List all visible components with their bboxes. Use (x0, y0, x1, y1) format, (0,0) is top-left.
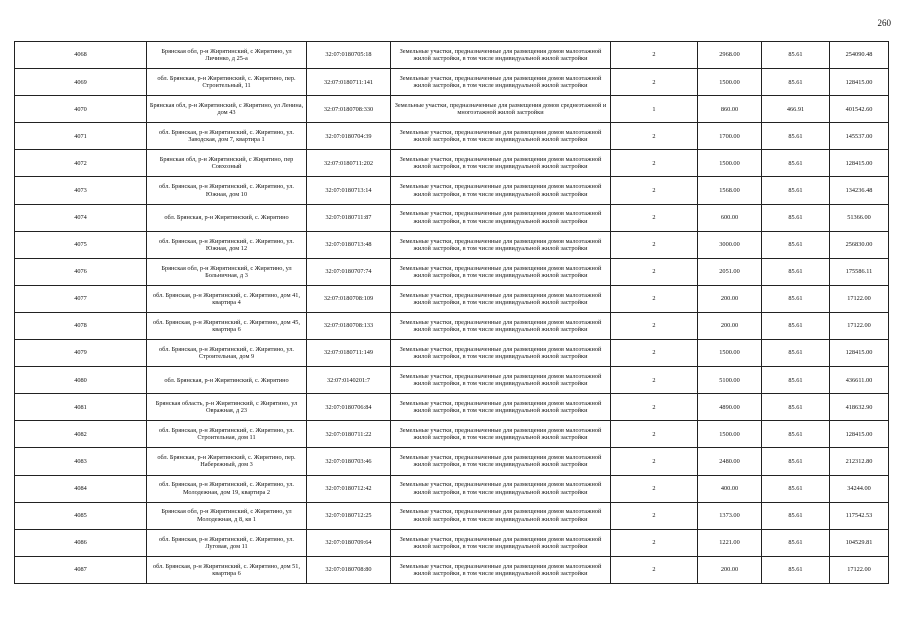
area-cell: 4890.00 (698, 394, 762, 421)
area-cell: 200.00 (698, 556, 762, 583)
cadastral-value-cell: 134236.48 (830, 177, 889, 204)
address-cell: обл. Брянская, р-н Жирятинский, с. Жирятино, ул. Строительная, дом 11 (147, 421, 307, 448)
specific-value-cell: 85.61 (762, 150, 830, 177)
row-number-cell: 4070 (15, 96, 147, 123)
land-use-cell: Земельные участки, предназначенные для размещения домов среднеэтажной и многоэтажной жилой застройки (391, 96, 611, 123)
cadastral-number-cell: 32:07:0180709:64 (307, 529, 391, 556)
group-cell: 2 (611, 285, 698, 312)
row-number-cell: 4068 (15, 42, 147, 69)
group-cell: 2 (611, 340, 698, 367)
group-cell: 2 (611, 258, 698, 285)
cadastral-value-cell: 128415.00 (830, 340, 889, 367)
specific-value-cell: 85.61 (762, 258, 830, 285)
group-cell: 2 (611, 556, 698, 583)
specific-value-cell: 85.61 (762, 204, 830, 231)
area-cell: 1700.00 (698, 123, 762, 150)
cadastral-value-cell: 17122.00 (830, 556, 889, 583)
address-cell: обл. Брянская, р-н Жирятинский, с. Жирятино, дом 51, квартира 6 (147, 556, 307, 583)
area-cell: 1500.00 (698, 69, 762, 96)
cadastral-number-cell: 32:07:0180711:202 (307, 150, 391, 177)
group-cell: 2 (611, 177, 698, 204)
land-use-cell: Земельные участки, предназначенные для размещения домов малоэтажной жилой застройки, в том числе индивидуальной жилой застройки (391, 285, 611, 312)
area-cell: 2968.00 (698, 42, 762, 69)
area-cell: 2480.00 (698, 448, 762, 475)
table-row (15, 204, 889, 231)
table-row (15, 258, 889, 285)
cadastral-number-cell: 32:07:0180711:141 (307, 69, 391, 96)
row-number-cell: 4069 (15, 69, 147, 96)
cadastral-value-cell: 128415.00 (830, 150, 889, 177)
land-use-cell: Земельные участки, предназначенные для размещения домов малоэтажной жилой застройки, в том числе индивидуальной жилой застройки (391, 204, 611, 231)
row-number-cell: 4074 (15, 204, 147, 231)
specific-value-cell: 85.61 (762, 475, 830, 502)
table-row (15, 421, 889, 448)
specific-value-cell: 85.61 (762, 367, 830, 394)
land-use-cell: Земельные участки, предназначенные для размещения домов малоэтажной жилой застройки, в том числе индивидуальной жилой застройки (391, 123, 611, 150)
address-cell: Брянская обл, р-н Жирятинский, с Жирятино, ул Личинко, д 25-а (147, 42, 307, 69)
cadastral-number-cell: 32:07:0180705:18 (307, 42, 391, 69)
group-cell: 2 (611, 502, 698, 529)
land-use-cell: Земельные участки, предназначенные для размещения домов малоэтажной жилой застройки, в том числе индивидуальной жилой застройки (391, 502, 611, 529)
cadastral-value-cell: 418632.90 (830, 394, 889, 421)
group-cell: 2 (611, 421, 698, 448)
area-cell: 3000.00 (698, 231, 762, 258)
group-cell: 2 (611, 529, 698, 556)
area-cell: 1568.00 (698, 177, 762, 204)
specific-value-cell: 85.61 (762, 42, 830, 69)
address-cell: Брянская обл, р-н Жирятинский, с Жирятино, пер Совхозный (147, 150, 307, 177)
group-cell: 2 (611, 448, 698, 475)
cadastral-value-cell: 104529.81 (830, 529, 889, 556)
table-row (15, 556, 889, 583)
cadastral-number-cell: 32:07:0180708:133 (307, 312, 391, 339)
land-use-cell: Земельные участки, предназначенные для размещения домов малоэтажной жилой застройки, в том числе индивидуальной жилой застройки (391, 177, 611, 204)
row-number-cell: 4079 (15, 340, 147, 367)
specific-value-cell: 85.61 (762, 123, 830, 150)
area-cell: 2051.00 (698, 258, 762, 285)
land-use-cell: Земельные участки, предназначенные для размещения домов малоэтажной жилой застройки, в том числе индивидуальной жилой застройки (391, 340, 611, 367)
area-cell: 1500.00 (698, 150, 762, 177)
area-cell: 5100.00 (698, 367, 762, 394)
table-row (15, 394, 889, 421)
group-cell: 2 (611, 69, 698, 96)
register-body (15, 42, 889, 584)
land-use-cell: Земельные участки, предназначенные для размещения домов малоэтажной жилой застройки, в том числе индивидуальной жилой застройки (391, 394, 611, 421)
table-row (15, 285, 889, 312)
cadastral-value-cell: 256830.00 (830, 231, 889, 258)
cadastral-value-cell: 436611.00 (830, 367, 889, 394)
specific-value-cell: 85.61 (762, 231, 830, 258)
row-number-cell: 4076 (15, 258, 147, 285)
cadastral-value-cell: 17122.00 (830, 285, 889, 312)
table-row (15, 177, 889, 204)
cadastral-number-cell: 32:07:0180708:109 (307, 285, 391, 312)
group-cell: 2 (611, 367, 698, 394)
specific-value-cell: 85.61 (762, 340, 830, 367)
cadastral-number-cell: 32:07:0180708:330 (307, 96, 391, 123)
cadastral-value-cell: 128415.00 (830, 421, 889, 448)
address-cell: Брянская обл, р-н Жирятинский, с Жирятино, ул Ленина, дом 43 (147, 96, 307, 123)
cadastral-number-cell: 32:07:0180708:80 (307, 556, 391, 583)
cadastral-value-cell: 117542.53 (830, 502, 889, 529)
cadastral-number-cell: 32:07:0180707:74 (307, 258, 391, 285)
land-use-cell: Земельные участки, предназначенные для размещения домов малоэтажной жилой застройки, в том числе индивидуальной жилой застройки (391, 529, 611, 556)
table-row (15, 96, 889, 123)
area-cell: 860.00 (698, 96, 762, 123)
address-cell: обл. Брянская, р-н Жирятинский, с. Жирятино, дом 45, квартира 6 (147, 312, 307, 339)
table-row (15, 312, 889, 339)
specific-value-cell: 85.61 (762, 421, 830, 448)
specific-value-cell: 85.61 (762, 177, 830, 204)
group-cell: 2 (611, 231, 698, 258)
cadastral-value-cell: 145537.00 (830, 123, 889, 150)
cadastral-value-cell: 401542.60 (830, 96, 889, 123)
table-row (15, 69, 889, 96)
cadastral-number-cell: 32:07:0140201:7 (307, 367, 391, 394)
table-row (15, 340, 889, 367)
area-cell: 1221.00 (698, 529, 762, 556)
address-cell: обл. Брянская, р-н Жирятинский, с. Жирятино, дом 41, квартира 4 (147, 285, 307, 312)
group-cell: 1 (611, 96, 698, 123)
address-cell: обл. Брянская, р-н Жирятинский, с. Жирятино, ул. Луговая, дом 11 (147, 529, 307, 556)
group-cell: 2 (611, 150, 698, 177)
address-cell: обл. Брянская, р-н Жирятинский, с. Жирятино, ул. Заводская, дом 7, квартира 1 (147, 123, 307, 150)
specific-value-cell: 85.61 (762, 285, 830, 312)
row-number-cell: 4080 (15, 367, 147, 394)
row-number-cell: 4071 (15, 123, 147, 150)
row-number-cell: 4078 (15, 312, 147, 339)
row-number-cell: 4082 (15, 421, 147, 448)
table-row (15, 529, 889, 556)
row-number-cell: 4085 (15, 502, 147, 529)
cadastral-number-cell: 32:07:0180706:84 (307, 394, 391, 421)
table-row (15, 150, 889, 177)
row-number-cell: 4072 (15, 150, 147, 177)
address-cell: Брянская обл, р-н Жирятинский, с Жирятино, ул Молодежная, д 8, кв 1 (147, 502, 307, 529)
address-cell: обл. Брянская, р-н Жирятинский, с. Жирятино, ул. Южная, дом 10 (147, 177, 307, 204)
page-number: 260 (877, 18, 891, 28)
cadastral-number-cell: 32:07:0180711:22 (307, 421, 391, 448)
land-use-cell: Земельные участки, предназначенные для размещения домов малоэтажной жилой застройки, в том числе индивидуальной жилой застройки (391, 42, 611, 69)
cadastral-value-cell: 175586.11 (830, 258, 889, 285)
land-use-cell: Земельные участки, предназначенные для размещения домов малоэтажной жилой застройки, в том числе индивидуальной жилой застройки (391, 69, 611, 96)
row-number-cell: 4081 (15, 394, 147, 421)
area-cell: 200.00 (698, 312, 762, 339)
cadastral-number-cell: 32:07:0180713:14 (307, 177, 391, 204)
specific-value-cell: 85.61 (762, 529, 830, 556)
specific-value-cell: 85.61 (762, 394, 830, 421)
area-cell: 1500.00 (698, 421, 762, 448)
group-cell: 2 (611, 475, 698, 502)
table-row (15, 123, 889, 150)
area-cell: 1500.00 (698, 340, 762, 367)
area-cell: 1373.00 (698, 502, 762, 529)
row-number-cell: 4086 (15, 529, 147, 556)
address-cell: обл. Брянская, р-н Жирятинский, с. Жирятино (147, 204, 307, 231)
address-cell: Брянская обл, р-н Жирятинский, с Жирятино, ул Больничная, д 3 (147, 258, 307, 285)
group-cell: 2 (611, 204, 698, 231)
table-row (15, 367, 889, 394)
cadastral-number-cell: 32:07:0180713:48 (307, 231, 391, 258)
table-row (15, 475, 889, 502)
area-cell: 600.00 (698, 204, 762, 231)
address-cell: Брянская область, р-н Жирятинский, с Жирятино, ул Овражная, д 23 (147, 394, 307, 421)
row-number-cell: 4087 (15, 556, 147, 583)
row-number-cell: 4075 (15, 231, 147, 258)
cadastral-number-cell: 32:07:0180703:46 (307, 448, 391, 475)
cadastral-number-cell: 32:07:0180711:87 (307, 204, 391, 231)
group-cell: 2 (611, 394, 698, 421)
land-use-cell: Земельные участки, предназначенные для размещения домов малоэтажной жилой застройки, в том числе индивидуальной жилой застройки (391, 150, 611, 177)
cadastral-value-cell: 254090.48 (830, 42, 889, 69)
table-row (15, 231, 889, 258)
address-cell: обл. Брянская, р-н Жирятинский, с. Жирятино, пер. Строительный, 11 (147, 69, 307, 96)
specific-value-cell: 85.61 (762, 448, 830, 475)
address-cell: обл. Брянская, р-н Жирятинский, с. Жирятино, ул. Строительная, дом 9 (147, 340, 307, 367)
address-cell: обл. Брянская, р-н Жирятинский, с. Жирятино, ул. Молодежная, дом 19, квартира 2 (147, 475, 307, 502)
row-number-cell: 4077 (15, 285, 147, 312)
land-use-cell: Земельные участки, предназначенные для размещения домов малоэтажной жилой застройки, в том числе индивидуальной жилой застройки (391, 475, 611, 502)
cadastral-value-cell: 34244.00 (830, 475, 889, 502)
address-cell: обл. Брянская, р-н Жирятинский, с. Жирятино (147, 367, 307, 394)
specific-value-cell: 85.61 (762, 69, 830, 96)
table-row (15, 42, 889, 69)
group-cell: 2 (611, 42, 698, 69)
row-number-cell: 4083 (15, 448, 147, 475)
row-number-cell: 4073 (15, 177, 147, 204)
land-use-cell: Земельные участки, предназначенные для размещения домов малоэтажной жилой застройки, в том числе индивидуальной жилой застройки (391, 231, 611, 258)
land-use-cell: Земельные участки, предназначенные для размещения домов малоэтажной жилой застройки, в том числе индивидуальной жилой застройки (391, 556, 611, 583)
land-use-cell: Земельные участки, предназначенные для размещения домов малоэтажной жилой застройки, в том числе индивидуальной жилой застройки (391, 367, 611, 394)
specific-value-cell: 85.61 (762, 312, 830, 339)
cadastral-value-cell: 17122.00 (830, 312, 889, 339)
cadastral-number-cell: 32:07:0180704:39 (307, 123, 391, 150)
land-use-cell: Земельные участки, предназначенные для размещения домов малоэтажной жилой застройки, в том числе индивидуальной жилой застройки (391, 448, 611, 475)
land-use-cell: Земельные участки, предназначенные для размещения домов малоэтажной жилой застройки, в том числе индивидуальной жилой застройки (391, 258, 611, 285)
cadastral-number-cell: 32:07:0180712:25 (307, 502, 391, 529)
land-use-cell: Земельные участки, предназначенные для размещения домов малоэтажной жилой застройки, в том числе индивидуальной жилой застройки (391, 421, 611, 448)
specific-value-cell: 85.61 (762, 556, 830, 583)
cadastral-number-cell: 32:07:0180712:42 (307, 475, 391, 502)
cadastral-number-cell: 32:07:0180711:149 (307, 340, 391, 367)
cadastral-value-cell: 51366.00 (830, 204, 889, 231)
group-cell: 2 (611, 312, 698, 339)
land-register-table (14, 41, 889, 584)
specific-value-cell: 466.91 (762, 96, 830, 123)
area-cell: 400.00 (698, 475, 762, 502)
address-cell: обл. Брянская, р-н Жирятинский, с. Жирятино, ул. Южная, дом 12 (147, 231, 307, 258)
row-number-cell: 4084 (15, 475, 147, 502)
table-row (15, 448, 889, 475)
area-cell: 200.00 (698, 285, 762, 312)
specific-value-cell: 85.61 (762, 502, 830, 529)
table-row (15, 502, 889, 529)
group-cell: 2 (611, 123, 698, 150)
address-cell: обл. Брянская, р-н Жирятинский, с. Жирятино, пер. Набережный, дом 3 (147, 448, 307, 475)
cadastral-value-cell: 212312.80 (830, 448, 889, 475)
land-use-cell: Земельные участки, предназначенные для размещения домов малоэтажной жилой застройки, в том числе индивидуальной жилой застройки (391, 312, 611, 339)
cadastral-value-cell: 128415.00 (830, 69, 889, 96)
